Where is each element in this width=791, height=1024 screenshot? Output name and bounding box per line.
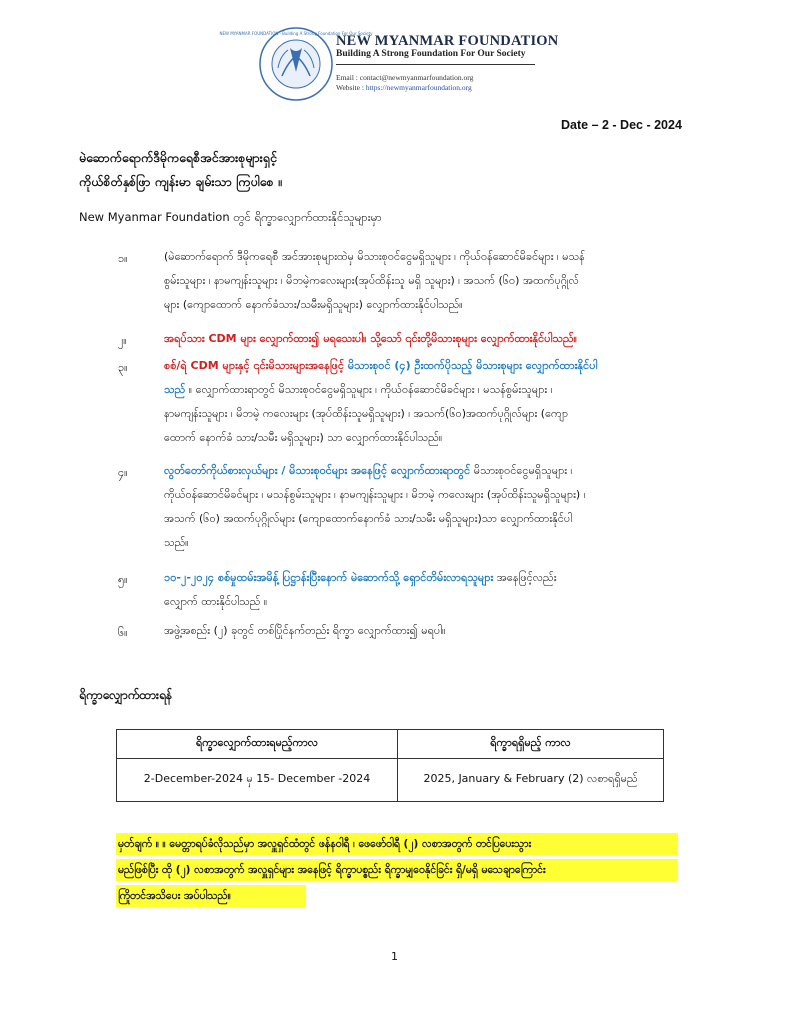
item-4-rest-text: မိသားစုဝင်ငွေမရှိသူများ ၊: [470, 464, 573, 477]
note-line-1: မှတ်ချက် ။ ။ မေတ္တာရပ်ခံလိုသည်မှာ အလှူရှင်ထံတွင် ဖန်နဝါရီ ၊ ဖေဖော်ဝါရီ (၂) လစာအတွက် တင်ပြပေးသွား: [116, 833, 678, 855]
item-number-1: ၁။: [118, 252, 128, 265]
item-3-line: နာမကျန်းသူများ ၊ မိဘမဲ့ ကလေးများ (အုပ်ထိန်းသူမရှိသူများ) ၊ အသက်(၆၀)အထက်ပုဂ္ဂိုလ်များ (ကျော: [164, 407, 569, 420]
item-1-line: စွမ်းသူများ ၊ နာမကျန်းသူများ ၊ မိဘမဲ့ကလေးများ(အုပ်ထိန်းသူ မရှိ သူများ) ၊ အသက် (၆၀) အထက်ပုဂ္ဂိုလ်: [164, 274, 579, 287]
salutation-line-2: ကိုယ်စိတ်နှစ်ဖြာ ကျန်းမာ ချမ်းသာ ကြပါစေ ။: [79, 174, 282, 189]
item-3-line: ထောက် နောက်ခံ သား/သမီး မရှိသူများ) သာ လျှောက်ထားနိုင်ပါသည်။: [164, 431, 443, 444]
website-label: Website :: [336, 83, 366, 92]
org-email: Email : contact@newmyanmarfoundation.org: [336, 73, 474, 82]
org-website: [336, 83, 472, 92]
item-1: [164, 245, 664, 317]
item-2-red-text: အရပ်သား CDM များ လျှောက်ထား၍ မရသေးပါ။ သို့သော် ၎င်းတို့မိသားစုများ လျှောက်ထားနိုင်ပါသည်။: [164, 332, 577, 345]
table-header-cell: ရိက္ခာရရှိမည့် ကာလ: [398, 730, 664, 759]
item-5: [164, 566, 664, 614]
item-number-4: ၄။: [118, 466, 128, 479]
item-number-3: ၃။: [118, 361, 128, 374]
table-header-cell: ရိက္ခာလျှောက်ထားရမည့်ကာလ: [117, 730, 398, 759]
note-line-3: ကြိုတင်အသိပေး အပ်ပါသည်။: [116, 885, 306, 907]
item-4-blue-text: လွတ်တော်ကိုယ်စားလှယ်များ / မိသားစုဝင်များ အနေဖြင့် လျှောက်ထားရာတွင်: [164, 464, 471, 477]
item-5-line: လျှောက် ထားနိုင်ပါသည် ။: [164, 595, 268, 608]
website-link[interactable]: https://newmyanmarfoundation.org: [365, 83, 472, 92]
item-number-5: ၅။: [118, 573, 128, 586]
item-4: [164, 459, 664, 555]
item-6: [164, 619, 664, 643]
item-1-line: (မဲဆောက်ရောက် ဒီမိုကရေစီ အင်အားစုများထဲမှ မိသားစုဝင်ငွေမရှိသူများ ၊ ကိုယ်ဝန်ဆောင်မိခင်များ ၊ မသန်: [164, 250, 585, 263]
item-number-2: ၂။: [118, 334, 127, 347]
item-6-text: အဖွဲ့အစည်း (၂) ခုတွင် တစ်ပြိုင်နက်တည်း ရိက္ခာ လျှောက်ထား၍ မရပါ။: [164, 624, 446, 637]
item-4-line: ကိုယ်ဝန်ဆောင်မိခင်များ ၊ မသန်စွမ်းသူများ ၊ နာမကျန်းသူများ ၊ မိဘမဲ့ ကလေးများ (အုပ်ထိန်းသူမရှိသူများ) ၊: [164, 488, 586, 501]
item-3: [164, 354, 664, 450]
table-header-row: [117, 730, 664, 759]
item-1-line: များ (ကျောထောက် နောက်ခံသား/သမီးမရှိသူများ) လျှောက်ထားနိုင်ပါသည်။: [164, 298, 463, 311]
item-3-blue-text: မိသားစုဝင် (၄) ဦးထက်ပိုသည့် မိသားစုများ လျှောက်ထားနိုင်ပါ: [344, 359, 598, 372]
item-number-6: ၆။: [118, 626, 128, 639]
item-4-line: အသက် (၆၀) အထက်ပုဂ္ဂိုလ်များ (ကျောထောက်နောက်ခံ သား/သမီး မရှိသူများ)သာ လျှောက်ထားနိုင်ပါ: [164, 512, 573, 525]
org-name: NEW MYANMAR FOUNDATION: [336, 33, 559, 49]
letter-date: Date – 2 - Dec - 2024: [561, 118, 682, 132]
item-3-blue-text-cont: သည်: [164, 383, 186, 396]
item-3-red-text: စစ်/ရဲ CDM များနှင့် ၎င်းမိသားများအနေဖြင့်: [164, 359, 345, 372]
table-cell: 2025, January & February (2) လစာရရှိမည်: [398, 759, 664, 802]
logo-ring-text: NEW MYANMAR FOUNDATION · Building A Strong Foundation For Our Society: [219, 31, 373, 36]
item-5-blue-text: ၁၀-၂-၂၀၂၄ စစ်မှုထမ်းအမိန့် ပြဋ္ဌာန်းပြီးနောက် မဲဆောက်သို့ ရှောင်တိမ်းလာရသူများ: [164, 571, 494, 584]
item-2: [164, 327, 664, 351]
salutation-line-1: မဲဆောက်ရောက်ဒီမိုကရေစီအင်အားစုများရှင့်: [79, 150, 277, 165]
org-tagline: Building A Strong Foundation For Our Society: [336, 49, 526, 59]
note-line-2: မည်ဖြစ်ပြီး ထို (၂) လစာအတွက် အလှူရှင်များ အနေဖြင့် ရိက္ခာပစ္စည်း ရိက္ခာမျှဝေနိုင်ခြင်း ရှိ/မရှိ မသေချာကြောင်း: [116, 859, 678, 881]
item-4-line: သည်။: [164, 536, 189, 549]
application-period-title: ရိက္ခာလျှောက်ထားရန်: [79, 688, 173, 702]
page-number: 1: [391, 950, 398, 963]
table-cell: 2-December-2024 မှ 15- December -2024: [117, 759, 398, 802]
application-period-table: [116, 729, 664, 802]
header-divider: [336, 64, 535, 65]
intro-text: New Myanmar Foundation တွင် ရိက္ခာလျှောက်ထားနိုင်သူများမှာ: [79, 210, 382, 224]
item-5-rest-text: အနေဖြင့်လည်း: [493, 571, 557, 584]
table-row: [117, 759, 664, 802]
item-3-rest-text: ။ လျှောက်ထားရာတွင် မိသားစုဝင်ငွေမရှိသူများ ၊ ကိုယ်ဝန်ဆောင်မိခင်များ ၊ မသန်စွမ်းသူများ ၊: [185, 383, 553, 396]
